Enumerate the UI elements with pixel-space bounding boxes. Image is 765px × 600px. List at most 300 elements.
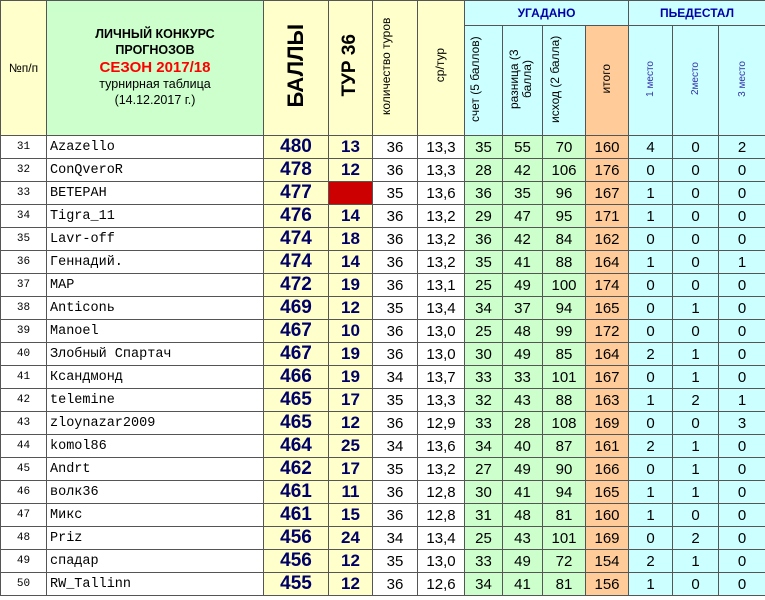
header-score xyxy=(465,26,503,136)
guessed-diff-cell: 49 xyxy=(503,550,543,573)
guessed-outcome-cell: 85 xyxy=(543,343,586,366)
podium-second-cell: 1 xyxy=(673,550,719,573)
podium-second-cell: 0 xyxy=(673,573,719,596)
tour-points-cell: 25 xyxy=(329,435,373,458)
header-tours-count xyxy=(373,1,418,136)
player-name-cell: Микс xyxy=(47,504,264,527)
guessed-total-cell: 171 xyxy=(586,205,629,228)
podium-first-cell: 0 xyxy=(629,527,673,550)
podium-second-cell: 1 xyxy=(673,481,719,504)
average-cell: 13,3 xyxy=(418,136,465,159)
podium-first-cell: 1 xyxy=(629,182,673,205)
header-podium-label: ПЬЕДЕСТАЛ xyxy=(660,6,735,20)
guessed-diff-cell: 43 xyxy=(503,527,543,550)
points-cell: 477 xyxy=(264,182,329,205)
tours-count-cell: 35 xyxy=(373,389,418,412)
guessed-outcome-cell: 94 xyxy=(543,481,586,504)
row-number-cell: 46 xyxy=(1,481,47,504)
guessed-score-cell: 35 xyxy=(465,136,503,159)
tour-points-cell: 24 xyxy=(329,527,373,550)
podium-first-cell: 0 xyxy=(629,159,673,182)
guessed-diff-cell: 55 xyxy=(503,136,543,159)
header-total-label: итого xyxy=(599,64,614,94)
guessed-score-cell: 34 xyxy=(465,297,503,320)
table-row xyxy=(1,182,765,205)
header-tours-count-label: количество туров xyxy=(379,16,393,115)
average-cell: 13,4 xyxy=(418,297,465,320)
header-guessed-label: УГАДАНО xyxy=(517,6,576,20)
tours-count-cell: 36 xyxy=(373,205,418,228)
podium-third-cell: 0 xyxy=(719,297,765,320)
podium-second-cell: 2 xyxy=(673,527,719,550)
podium-first-cell: 1 xyxy=(629,573,673,596)
table-row xyxy=(1,343,765,366)
tours-count-cell: 36 xyxy=(373,159,418,182)
date-label: (14.12.2017 г.) xyxy=(114,93,196,107)
tours-count-cell: 36 xyxy=(373,228,418,251)
podium-second-cell: 2 xyxy=(673,389,719,412)
row-number-cell: 50 xyxy=(1,573,47,596)
table-row xyxy=(1,205,765,228)
average-cell: 13,6 xyxy=(418,182,465,205)
podium-second-cell: 1 xyxy=(673,458,719,481)
header-place1 xyxy=(629,26,673,136)
player-name-cell: Andrt xyxy=(47,458,264,481)
tour-points-cell: 12 xyxy=(329,297,373,320)
player-name-cell: ConQveroR xyxy=(47,159,264,182)
podium-first-cell: 1 xyxy=(629,251,673,274)
guessed-outcome-cell: 81 xyxy=(543,573,586,596)
header-podium xyxy=(629,1,765,26)
header-avg xyxy=(418,1,465,136)
table-row xyxy=(1,228,765,251)
player-name-cell: RW_Tallinn xyxy=(47,573,264,596)
season-label: СЕЗОН 2017/18 xyxy=(99,58,211,76)
table-row xyxy=(1,251,765,274)
header-points-label: БАЛЛЫ xyxy=(282,23,308,108)
points-cell: 456 xyxy=(264,550,329,573)
guessed-total-cell: 165 xyxy=(586,297,629,320)
guessed-total-cell: 163 xyxy=(586,389,629,412)
podium-third-cell: 0 xyxy=(719,527,765,550)
guessed-diff-cell: 28 xyxy=(503,412,543,435)
guessed-outcome-cell: 95 xyxy=(543,205,586,228)
podium-first-cell: 2 xyxy=(629,435,673,458)
player-name-cell: Lavr-off xyxy=(47,228,264,251)
guessed-score-cell: 32 xyxy=(465,389,503,412)
guessed-score-cell: 25 xyxy=(465,274,503,297)
average-cell: 13,2 xyxy=(418,205,465,228)
average-cell: 12,9 xyxy=(418,412,465,435)
player-name-cell: Manoel xyxy=(47,320,264,343)
tours-count-cell: 36 xyxy=(373,481,418,504)
row-number-cell: 33 xyxy=(1,182,47,205)
tours-count-cell: 36 xyxy=(373,573,418,596)
points-cell: 474 xyxy=(264,251,329,274)
podium-first-cell: 1 xyxy=(629,205,673,228)
table-row xyxy=(1,297,765,320)
tours-count-cell: 36 xyxy=(373,412,418,435)
tour-points-cell: 12 xyxy=(329,159,373,182)
podium-first-cell: 2 xyxy=(629,550,673,573)
row-number-cell: 37 xyxy=(1,274,47,297)
guessed-outcome-cell: 101 xyxy=(543,527,586,550)
guessed-score-cell: 33 xyxy=(465,550,503,573)
points-cell: 476 xyxy=(264,205,329,228)
podium-first-cell: 0 xyxy=(629,458,673,481)
podium-first-cell: 1 xyxy=(629,481,673,504)
tours-count-cell: 36 xyxy=(373,251,418,274)
guessed-diff-cell: 33 xyxy=(503,366,543,389)
tours-count-cell: 34 xyxy=(373,366,418,389)
guessed-diff-cell: 49 xyxy=(503,458,543,481)
tour-points-cell: 18 xyxy=(329,228,373,251)
table-row xyxy=(1,527,765,550)
podium-third-cell: 0 xyxy=(719,320,765,343)
podium-third-cell: 0 xyxy=(719,504,765,527)
podium-second-cell: 0 xyxy=(673,251,719,274)
guessed-total-cell: 160 xyxy=(586,136,629,159)
podium-third-cell: 0 xyxy=(719,182,765,205)
player-name-cell: MAP xyxy=(47,274,264,297)
podium-third-cell: 0 xyxy=(719,274,765,297)
header-place3 xyxy=(719,26,765,136)
average-cell: 12,8 xyxy=(418,504,465,527)
average-cell: 13,1 xyxy=(418,274,465,297)
podium-second-cell: 0 xyxy=(673,228,719,251)
tour-points-cell: 11 xyxy=(329,481,373,504)
guessed-outcome-cell: 87 xyxy=(543,435,586,458)
podium-first-cell: 2 xyxy=(629,343,673,366)
header-points xyxy=(264,1,329,136)
podium-first-cell: 0 xyxy=(629,274,673,297)
guessed-outcome-cell: 88 xyxy=(543,251,586,274)
player-name-cell: Геннадий. xyxy=(47,251,264,274)
points-cell: 462 xyxy=(264,458,329,481)
row-number-cell: 42 xyxy=(1,389,47,412)
guessed-outcome-cell: 70 xyxy=(543,136,586,159)
guessed-diff-cell: 41 xyxy=(503,251,543,274)
tour-points-cell: 17 xyxy=(329,458,373,481)
header-place2-label: 2место xyxy=(690,62,702,96)
guessed-score-cell: 30 xyxy=(465,343,503,366)
podium-third-cell: 1 xyxy=(719,251,765,274)
guessed-diff-cell: 43 xyxy=(503,389,543,412)
player-name-cell: Ксандмонд xyxy=(47,366,264,389)
podium-third-cell: 0 xyxy=(719,573,765,596)
player-name-cell: спадар xyxy=(47,550,264,573)
points-cell: 464 xyxy=(264,435,329,458)
standings-body xyxy=(1,136,765,596)
tours-count-cell: 35 xyxy=(373,458,418,481)
podium-second-cell: 0 xyxy=(673,504,719,527)
row-number-cell: 31 xyxy=(1,136,47,159)
podium-second-cell: 0 xyxy=(673,182,719,205)
guessed-total-cell: 169 xyxy=(586,527,629,550)
tour-points-cell: 15 xyxy=(329,504,373,527)
player-name-cell: telemine xyxy=(47,389,264,412)
tour-points-cell: 12 xyxy=(329,573,373,596)
player-name-cell: zloynazar2009 xyxy=(47,412,264,435)
guessed-outcome-cell: 108 xyxy=(543,412,586,435)
guessed-diff-cell: 41 xyxy=(503,481,543,504)
header-diff xyxy=(503,26,543,136)
average-cell: 13,0 xyxy=(418,550,465,573)
tour-points-cell: 13 xyxy=(329,136,373,159)
guessed-outcome-cell: 81 xyxy=(543,504,586,527)
guessed-diff-cell: 42 xyxy=(503,228,543,251)
tours-count-cell: 36 xyxy=(373,504,418,527)
tour-points-cell: 12 xyxy=(329,550,373,573)
header-outcome-label: исход (2 балла) xyxy=(548,35,562,123)
row-number-cell: 43 xyxy=(1,412,47,435)
podium-third-cell: 0 xyxy=(719,481,765,504)
podium-first-cell: 1 xyxy=(629,504,673,527)
guessed-diff-cell: 37 xyxy=(503,297,543,320)
podium-second-cell: 0 xyxy=(673,159,719,182)
row-number-cell: 47 xyxy=(1,504,47,527)
podium-third-cell: 0 xyxy=(719,366,765,389)
tours-count-cell: 36 xyxy=(373,136,418,159)
header-num xyxy=(1,1,47,136)
average-cell: 13,2 xyxy=(418,458,465,481)
row-number-cell: 48 xyxy=(1,527,47,550)
row-number-cell: 38 xyxy=(1,297,47,320)
title-line1: ЛИЧНЫЙ КОНКУРС xyxy=(95,27,215,42)
tour-points-cell: 12 xyxy=(329,412,373,435)
subtitle-label: турнирная таблица xyxy=(99,77,211,92)
average-cell: 13,3 xyxy=(418,159,465,182)
guessed-score-cell: 30 xyxy=(465,481,503,504)
table-row xyxy=(1,435,765,458)
guessed-score-cell: 31 xyxy=(465,504,503,527)
table-row xyxy=(1,481,765,504)
guessed-total-cell: 167 xyxy=(586,366,629,389)
guessed-diff-cell: 41 xyxy=(503,573,543,596)
guessed-total-cell: 164 xyxy=(586,251,629,274)
guessed-score-cell: 34 xyxy=(465,573,503,596)
points-cell: 461 xyxy=(264,481,329,504)
points-cell: 469 xyxy=(264,297,329,320)
average-cell: 12,6 xyxy=(418,573,465,596)
header-place1-label: 1 место xyxy=(645,61,657,97)
guessed-total-cell: 164 xyxy=(586,343,629,366)
tours-count-cell: 34 xyxy=(373,435,418,458)
average-cell: 13,2 xyxy=(418,228,465,251)
average-cell: 13,6 xyxy=(418,435,465,458)
podium-second-cell: 1 xyxy=(673,435,719,458)
player-name-cell: Злобный Спартач xyxy=(47,343,264,366)
guessed-score-cell: 25 xyxy=(465,527,503,550)
guessed-score-cell: 36 xyxy=(465,228,503,251)
guessed-outcome-cell: 94 xyxy=(543,297,586,320)
row-number-cell: 49 xyxy=(1,550,47,573)
guessed-outcome-cell: 96 xyxy=(543,182,586,205)
guessed-diff-cell: 42 xyxy=(503,159,543,182)
tour-points-cell: 14 xyxy=(329,205,373,228)
tour-points-cell: 17 xyxy=(329,389,373,412)
guessed-score-cell: 29 xyxy=(465,205,503,228)
guessed-score-cell: 35 xyxy=(465,251,503,274)
guessed-outcome-cell: 88 xyxy=(543,389,586,412)
podium-first-cell: 0 xyxy=(629,228,673,251)
tours-count-cell: 34 xyxy=(373,527,418,550)
points-cell: 456 xyxy=(264,527,329,550)
podium-second-cell: 0 xyxy=(673,274,719,297)
guessed-diff-cell: 40 xyxy=(503,435,543,458)
podium-second-cell: 1 xyxy=(673,366,719,389)
table-row xyxy=(1,274,765,297)
podium-first-cell: 0 xyxy=(629,366,673,389)
guessed-score-cell: 25 xyxy=(465,320,503,343)
tours-count-cell: 35 xyxy=(373,182,418,205)
guessed-total-cell: 167 xyxy=(586,182,629,205)
points-cell: 466 xyxy=(264,366,329,389)
table-row xyxy=(1,159,765,182)
points-cell: 461 xyxy=(264,504,329,527)
row-number-cell: 32 xyxy=(1,159,47,182)
guessed-outcome-cell: 101 xyxy=(543,366,586,389)
points-cell: 467 xyxy=(264,343,329,366)
header-tour xyxy=(329,1,373,136)
guessed-total-cell: 174 xyxy=(586,274,629,297)
row-number-cell: 44 xyxy=(1,435,47,458)
podium-first-cell: 1 xyxy=(629,389,673,412)
title-line2: ПРОГНОЗОВ xyxy=(115,43,195,57)
guessed-diff-cell: 49 xyxy=(503,274,543,297)
podium-second-cell: 1 xyxy=(673,343,719,366)
header-avg-label: ср/тур xyxy=(433,48,448,83)
podium-third-cell: 0 xyxy=(719,159,765,182)
podium-third-cell: 0 xyxy=(719,550,765,573)
player-name-cell: Anticonь xyxy=(47,297,264,320)
podium-third-cell: 1 xyxy=(719,389,765,412)
podium-first-cell: 0 xyxy=(629,412,673,435)
player-name-cell: волк36 xyxy=(47,481,264,504)
tour-points-cell: 19 xyxy=(329,366,373,389)
podium-third-cell: 0 xyxy=(719,343,765,366)
guessed-outcome-cell: 72 xyxy=(543,550,586,573)
tours-count-cell: 36 xyxy=(373,320,418,343)
table-row xyxy=(1,504,765,527)
guessed-score-cell: 28 xyxy=(465,159,503,182)
points-cell: 455 xyxy=(264,573,329,596)
podium-first-cell: 0 xyxy=(629,320,673,343)
header-guessed xyxy=(465,1,629,26)
row-number-cell: 41 xyxy=(1,366,47,389)
average-cell: 13,3 xyxy=(418,389,465,412)
header-diff-label: разница (3 балла) xyxy=(506,49,534,109)
player-name-cell: komol86 xyxy=(47,435,264,458)
podium-third-cell: 0 xyxy=(719,205,765,228)
header-tour-label: ТУР 36 xyxy=(339,34,361,97)
points-cell: 465 xyxy=(264,412,329,435)
tours-count-cell: 35 xyxy=(373,297,418,320)
guessed-total-cell: 162 xyxy=(586,228,629,251)
table-row xyxy=(1,389,765,412)
average-cell: 12,8 xyxy=(418,481,465,504)
header-place3-label: 3 место xyxy=(736,61,748,97)
tour-points-cell xyxy=(329,182,373,205)
podium-third-cell: 0 xyxy=(719,228,765,251)
tour-points-cell: 14 xyxy=(329,251,373,274)
podium-third-cell: 0 xyxy=(719,458,765,481)
podium-third-cell: 0 xyxy=(719,435,765,458)
guessed-score-cell: 33 xyxy=(465,366,503,389)
table-row xyxy=(1,320,765,343)
podium-second-cell: 1 xyxy=(673,297,719,320)
average-cell: 13,0 xyxy=(418,343,465,366)
tours-count-cell: 36 xyxy=(373,343,418,366)
table-row xyxy=(1,458,765,481)
guessed-outcome-cell: 99 xyxy=(543,320,586,343)
row-number-cell: 39 xyxy=(1,320,47,343)
player-name-cell: Tigra_11 xyxy=(47,205,264,228)
guessed-total-cell: 161 xyxy=(586,435,629,458)
guessed-diff-cell: 48 xyxy=(503,320,543,343)
guessed-diff-cell: 49 xyxy=(503,343,543,366)
guessed-outcome-cell: 100 xyxy=(543,274,586,297)
average-cell: 13,0 xyxy=(418,320,465,343)
player-name-cell: Priz xyxy=(47,527,264,550)
podium-second-cell: 0 xyxy=(673,412,719,435)
points-cell: 465 xyxy=(264,389,329,412)
guessed-outcome-cell: 90 xyxy=(543,458,586,481)
player-name-cell: Azazello xyxy=(47,136,264,159)
guessed-diff-cell: 48 xyxy=(503,504,543,527)
average-cell: 13,7 xyxy=(418,366,465,389)
table-row xyxy=(1,550,765,573)
row-number-cell: 34 xyxy=(1,205,47,228)
row-number-cell: 45 xyxy=(1,458,47,481)
header-place2 xyxy=(673,26,719,136)
guessed-total-cell: 156 xyxy=(586,573,629,596)
guessed-total-cell: 176 xyxy=(586,159,629,182)
table-row xyxy=(1,136,765,159)
guessed-outcome-cell: 106 xyxy=(543,159,586,182)
podium-first-cell: 0 xyxy=(629,297,673,320)
table-row xyxy=(1,573,765,596)
podium-third-cell: 2 xyxy=(719,136,765,159)
points-cell: 480 xyxy=(264,136,329,159)
tour-points-cell: 19 xyxy=(329,343,373,366)
guessed-diff-cell: 47 xyxy=(503,205,543,228)
header-title-block xyxy=(47,1,264,136)
player-name-cell: ВЕТЕРАН xyxy=(47,182,264,205)
average-cell: 13,4 xyxy=(418,527,465,550)
guessed-total-cell: 160 xyxy=(586,504,629,527)
guessed-total-cell: 166 xyxy=(586,458,629,481)
tours-count-cell: 35 xyxy=(373,550,418,573)
points-cell: 472 xyxy=(264,274,329,297)
podium-first-cell: 4 xyxy=(629,136,673,159)
table-row xyxy=(1,412,765,435)
guessed-score-cell: 36 xyxy=(465,182,503,205)
guessed-total-cell: 154 xyxy=(586,550,629,573)
points-cell: 478 xyxy=(264,159,329,182)
tour-points-cell: 19 xyxy=(329,274,373,297)
guessed-outcome-cell: 84 xyxy=(543,228,586,251)
guessed-score-cell: 34 xyxy=(465,435,503,458)
guessed-total-cell: 165 xyxy=(586,481,629,504)
header-total xyxy=(586,26,629,136)
points-cell: 467 xyxy=(264,320,329,343)
guessed-total-cell: 172 xyxy=(586,320,629,343)
row-number-cell: 36 xyxy=(1,251,47,274)
points-cell: 474 xyxy=(264,228,329,251)
podium-second-cell: 0 xyxy=(673,205,719,228)
row-number-cell: 35 xyxy=(1,228,47,251)
